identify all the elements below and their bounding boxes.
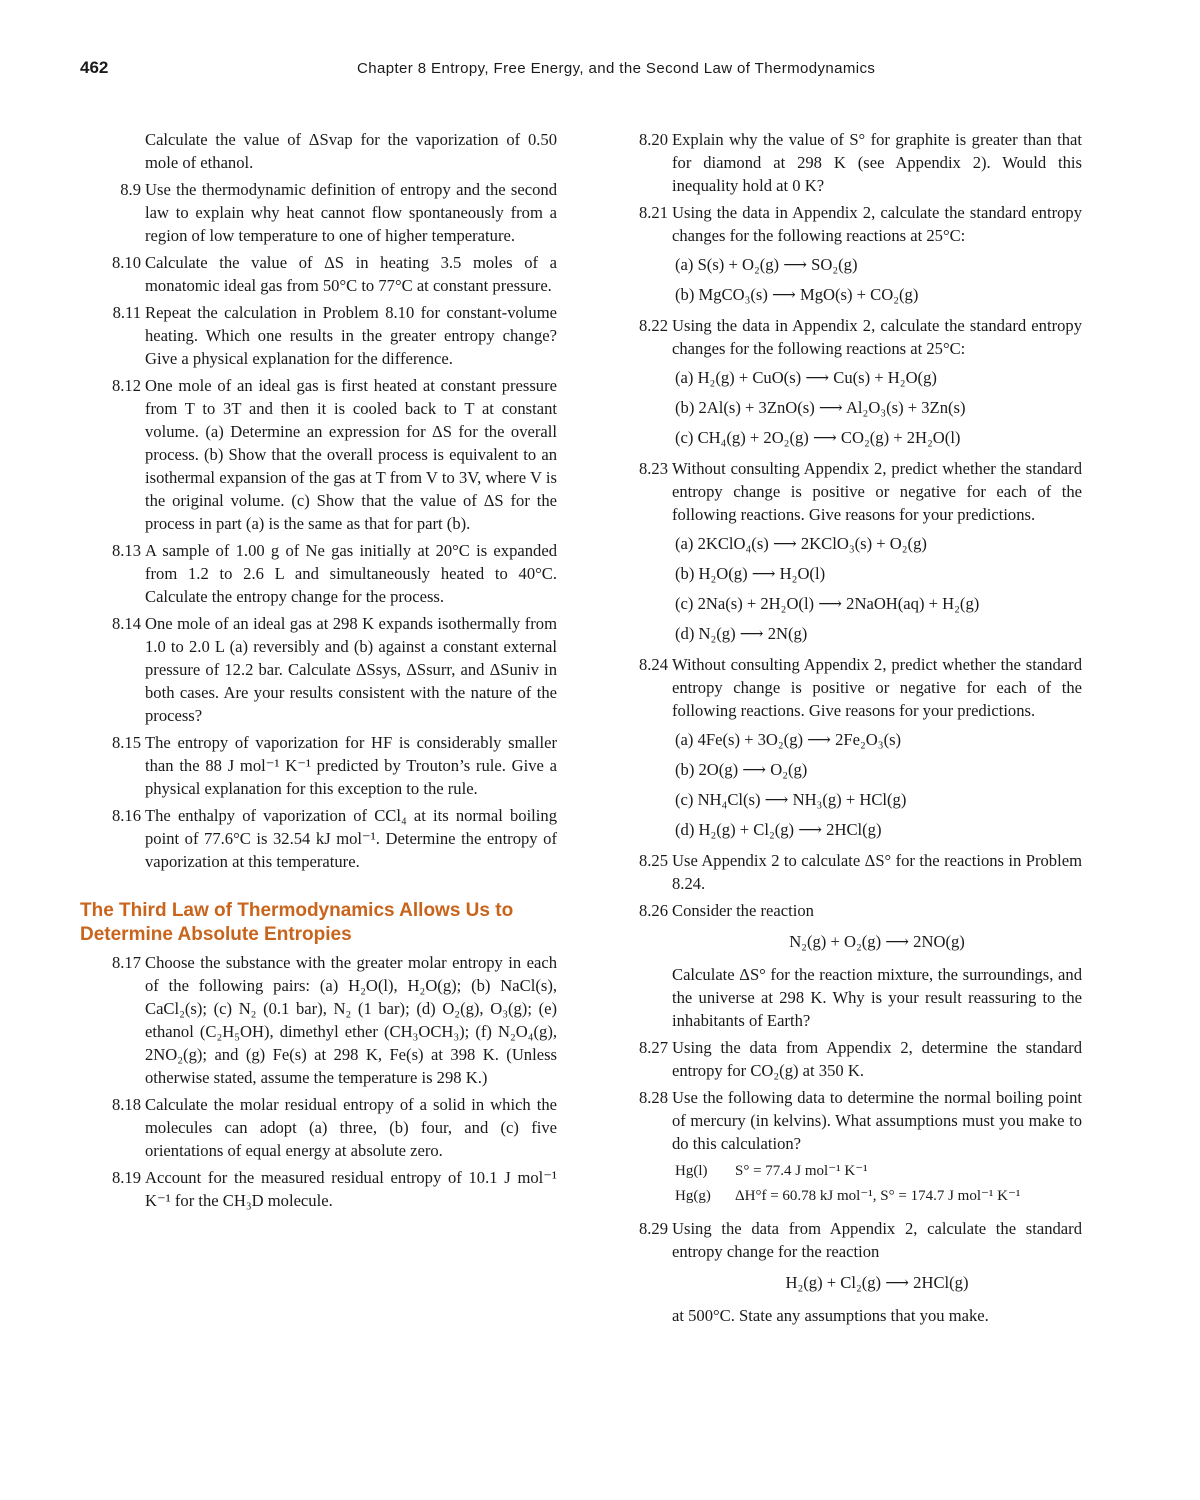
reaction-item: (d) H₂(g) + Cl₂(g) ⟶ 2HCl(g) bbox=[675, 820, 882, 839]
continuation-text: Calculate the value of ΔSvap for the vaporization of 0.50 mole of ethanol. bbox=[145, 130, 557, 172]
reaction-item: (b) H₂O(g) ⟶ H₂O(l) bbox=[675, 564, 826, 583]
problem-number: 8.18 bbox=[111, 1095, 141, 1114]
problem-text-continued: Calculate ΔS° for the reaction mixture, the surroundings, and the universe at 298 K. Why is your result reassuring to the inhabitants of Earth? bbox=[672, 965, 1082, 1030]
problem-number: 8.20 bbox=[638, 130, 668, 149]
problem-list bbox=[95, 951, 557, 1212]
problem-text: The entropy of vaporization for HF is considerably smaller than the 88 J mol⁻¹ K⁻¹ predicted by Trouton’s rule. Give a physical explanation for this exception to the rule. bbox=[145, 733, 557, 798]
reaction-list bbox=[622, 364, 1082, 451]
problem-8-20 bbox=[622, 128, 1082, 197]
data-row bbox=[622, 1184, 1082, 1209]
problem-8-13 bbox=[95, 539, 557, 608]
right-column bbox=[622, 128, 1082, 1331]
reaction-item: (b) MgCO₃(s) ⟶ MgO(s) + CO₂(g) bbox=[675, 285, 919, 304]
problem-number: 8.14 bbox=[111, 614, 141, 633]
problem-text: Calculate the value of ΔS in heating 3.5 moles of a monatomic ideal gas from 50°C to 77°C at constant pressure. bbox=[145, 253, 557, 295]
problem-list bbox=[95, 178, 557, 873]
running-head: Chapter 8 Entropy, Free Energy, and the Second Law of Thermodynamics bbox=[357, 60, 876, 77]
data-row bbox=[622, 1159, 1082, 1184]
problem-text: A sample of 1.00 g of Ne gas initially at 20°C is expanded from 1.2 to 2.6 L and simultaneously heated to 40°C. Calculate the entropy change for the process. bbox=[145, 541, 557, 606]
reaction-item: (a) 2KClO₄(s) ⟶ 2KClO₃(s) + O₂(g) bbox=[675, 534, 927, 553]
problem-number: 8.24 bbox=[638, 655, 668, 674]
problem-number: 8.25 bbox=[638, 851, 668, 870]
problem-8-28 bbox=[622, 1086, 1082, 1155]
problem-number: 8.16 bbox=[111, 806, 141, 825]
problem-number: 8.10 bbox=[111, 253, 141, 272]
problem-number: 8.27 bbox=[638, 1038, 668, 1057]
problem-text: Using the data in Appendix 2, calculate the standard entropy changes for the following reactions at 25°C: bbox=[672, 316, 1082, 358]
problem-8-27 bbox=[622, 1036, 1082, 1082]
species-value: S° = 77.4 J mol⁻¹ K⁻¹ bbox=[735, 1163, 868, 1179]
problem-text: Using the data from Appendix 2, calculate the standard entropy change for the reaction bbox=[672, 1219, 1082, 1261]
problem-8-21 bbox=[622, 201, 1082, 247]
page-number: 462 bbox=[80, 58, 109, 77]
reaction-item: (a) H₂(g) + CuO(s) ⟶ Cu(s) + H₂O(g) bbox=[675, 368, 937, 387]
problem-8-10 bbox=[95, 251, 557, 297]
problem-8-15 bbox=[95, 731, 557, 800]
problem-8-9 bbox=[95, 178, 557, 247]
reaction-item: (b) 2O(g) ⟶ O₂(g) bbox=[675, 760, 808, 779]
problem-text: Consider the reaction bbox=[672, 901, 814, 920]
problem-8-16 bbox=[95, 804, 557, 873]
problem-8-18 bbox=[95, 1093, 557, 1162]
reaction-list bbox=[622, 726, 1082, 843]
problem-number: 8.12 bbox=[111, 376, 141, 395]
problem-8-26 bbox=[622, 899, 1082, 922]
problem-text: Account for the measured residual entropy of 10.1 J mol⁻¹ K⁻¹ for the CH₃D molecule. bbox=[145, 1168, 557, 1210]
problem-text: The enthalpy of vaporization of CCl₄ at its normal boiling point of 77.6°C is 32.54 kJ mol⁻¹. Determine the entropy of vaporization at this temperature. bbox=[145, 806, 557, 871]
problem-8-29 bbox=[622, 1217, 1082, 1263]
species-label: Hg(g) bbox=[675, 1188, 711, 1204]
problem-number: 8.21 bbox=[638, 203, 668, 222]
problem-number: 8.15 bbox=[111, 733, 141, 752]
problem-text: Repeat the calculation in Problem 8.10 for constant-volume heating. Which one results in the greater entropy change? Give a physical explanation for the difference. bbox=[145, 303, 557, 368]
species-value: ΔH°f = 60.78 kJ mol⁻¹, S° = 174.7 J mol⁻¹ K⁻¹ bbox=[735, 1188, 1021, 1204]
reaction-list bbox=[622, 251, 1082, 308]
reaction-item: (c) CH₄(g) + 2O₂(g) ⟶ CO₂(g) + 2H₂O(l) bbox=[675, 428, 961, 447]
problem-text: Using the data in Appendix 2, calculate the standard entropy changes for the following reactions at 25°C: bbox=[672, 203, 1082, 245]
problem-number: 8.22 bbox=[638, 316, 668, 335]
problem-text: Use the following data to determine the normal boiling point of mercury (in kelvins). What assumptions must you make to do this calculation? bbox=[672, 1088, 1082, 1153]
problem-number: 8.13 bbox=[111, 541, 141, 560]
problem-text: Using the data from Appendix 2, determine the standard entropy for CO₂(g) at 350 K. bbox=[672, 1038, 1082, 1080]
problem-text: Without consulting Appendix 2, predict whether the standard entropy change is positive or negative for each of the following reactions. Give reasons for your predictions. bbox=[672, 459, 1082, 524]
left-column bbox=[80, 128, 557, 1216]
problem-8-25 bbox=[622, 849, 1082, 895]
problem-8-12 bbox=[95, 374, 557, 535]
reaction-equation: N₂(g) + O₂(g) ⟶ 2NO(g) bbox=[789, 932, 965, 951]
problem-text: Calculate the molar residual entropy of a solid in which the molecules can adopt (a) three, (b) four, and (c) five orientations of equal energy at absolute zero. bbox=[145, 1095, 557, 1160]
problem-number: 8.17 bbox=[111, 953, 141, 972]
problem-8-19 bbox=[95, 1166, 557, 1212]
reaction-equation: H₂(g) + Cl₂(g) ⟶ 2HCl(g) bbox=[785, 1273, 969, 1292]
problem-text: Explain why the value of S° for graphite is greater than that for diamond at 298 K (see Appendix 2). Would this inequality hold at 0 K? bbox=[672, 130, 1082, 195]
problem-number: 8.26 bbox=[638, 901, 668, 920]
reaction-item: (b) 2Al(s) + 3ZnO(s) ⟶ Al₂O₃(s) + 3Zn(s) bbox=[675, 398, 966, 417]
problem-text: One mole of an ideal gas at 298 K expands isothermally from 1.0 to 2.0 L (a) reversibly and (b) against a constant external pressure of 12.2 bar. Calculate ΔSsys, ΔSsurr, and ΔSuniv in both cases. Are your results consistent with the nature of the process? bbox=[145, 614, 557, 725]
problem-8-17 bbox=[95, 951, 557, 1089]
problem-text: One mole of an ideal gas is first heated at constant pressure from T to 3T and then it is cooled back to T at constant volume. (a) Determine an expression for ΔS for the overall process. (b) Show that the overall process is equivalent to an isothermal expansion of the gas at T from V to 3V, where V is the original volume. (c) Show that the value of ΔS for the process in part (a) is the same as that for part (b). bbox=[145, 376, 557, 533]
reaction-item: (c) 2Na(s) + 2H₂O(l) ⟶ 2NaOH(aq) + H₂(g) bbox=[675, 594, 980, 613]
problem-number: 8.19 bbox=[111, 1168, 141, 1187]
problem-number: 8.29 bbox=[638, 1219, 668, 1238]
problem-number: 8.23 bbox=[638, 459, 668, 478]
problem-8-14 bbox=[95, 612, 557, 727]
section-heading: The Third Law of Thermodynamics Allows Us to Determine Absolute Entropies bbox=[80, 900, 514, 945]
problem-number: 8.11 bbox=[112, 303, 141, 322]
reaction-item: (d) N₂(g) ⟶ 2N(g) bbox=[675, 624, 808, 643]
problem-text-continued: at 500°C. State any assumptions that you make. bbox=[672, 1306, 989, 1325]
reaction-item: (a) S(s) + O₂(g) ⟶ SO₂(g) bbox=[675, 255, 858, 274]
problem-8-22 bbox=[622, 314, 1082, 360]
species-label: Hg(l) bbox=[675, 1163, 708, 1179]
problem-text: Use the thermodynamic definition of entropy and the second law to explain why heat cannot flow spontaneously from a region of low temperature to one of higher temperature. bbox=[145, 180, 557, 245]
problem-8-23 bbox=[622, 457, 1082, 526]
reaction-item: (c) NH₄Cl(s) ⟶ NH₃(g) + HCl(g) bbox=[675, 790, 907, 809]
problem-8-24 bbox=[622, 653, 1082, 722]
problem-8-11 bbox=[95, 301, 557, 370]
data-table bbox=[622, 1159, 1082, 1209]
reaction-item: (a) 4Fe(s) + 3O₂(g) ⟶ 2Fe₂O₃(s) bbox=[675, 730, 902, 749]
problem-text: Use Appendix 2 to calculate ΔS° for the reactions in Problem 8.24. bbox=[672, 851, 1082, 893]
reaction-list bbox=[622, 530, 1082, 647]
problem-number: 8.9 bbox=[120, 180, 141, 199]
problem-number: 8.28 bbox=[638, 1088, 668, 1107]
problem-text: Without consulting Appendix 2, predict whether the standard entropy change is positive or negative for each of the following reactions. Give reasons for your predictions. bbox=[672, 655, 1082, 720]
problem-text: Choose the substance with the greater molar entropy in each of the following pairs: (a) H₂O(l), H₂O(g); (b) NaCl(s), CaCl₂(s); (c) N₂ (0.1 bar), N₂ (1 bar); (d) O₂(g), O₃(g); (e) ethanol (C₂H₅OH), dimethyl ether (CH₃OCH₃); (f) N₂O₄(g), 2NO₂(g); and (g) Fe(s) at 298 K, Fe(s) at 398 K. (Unless otherwise stated, assume the temperature is 298 K.) bbox=[145, 953, 557, 1087]
